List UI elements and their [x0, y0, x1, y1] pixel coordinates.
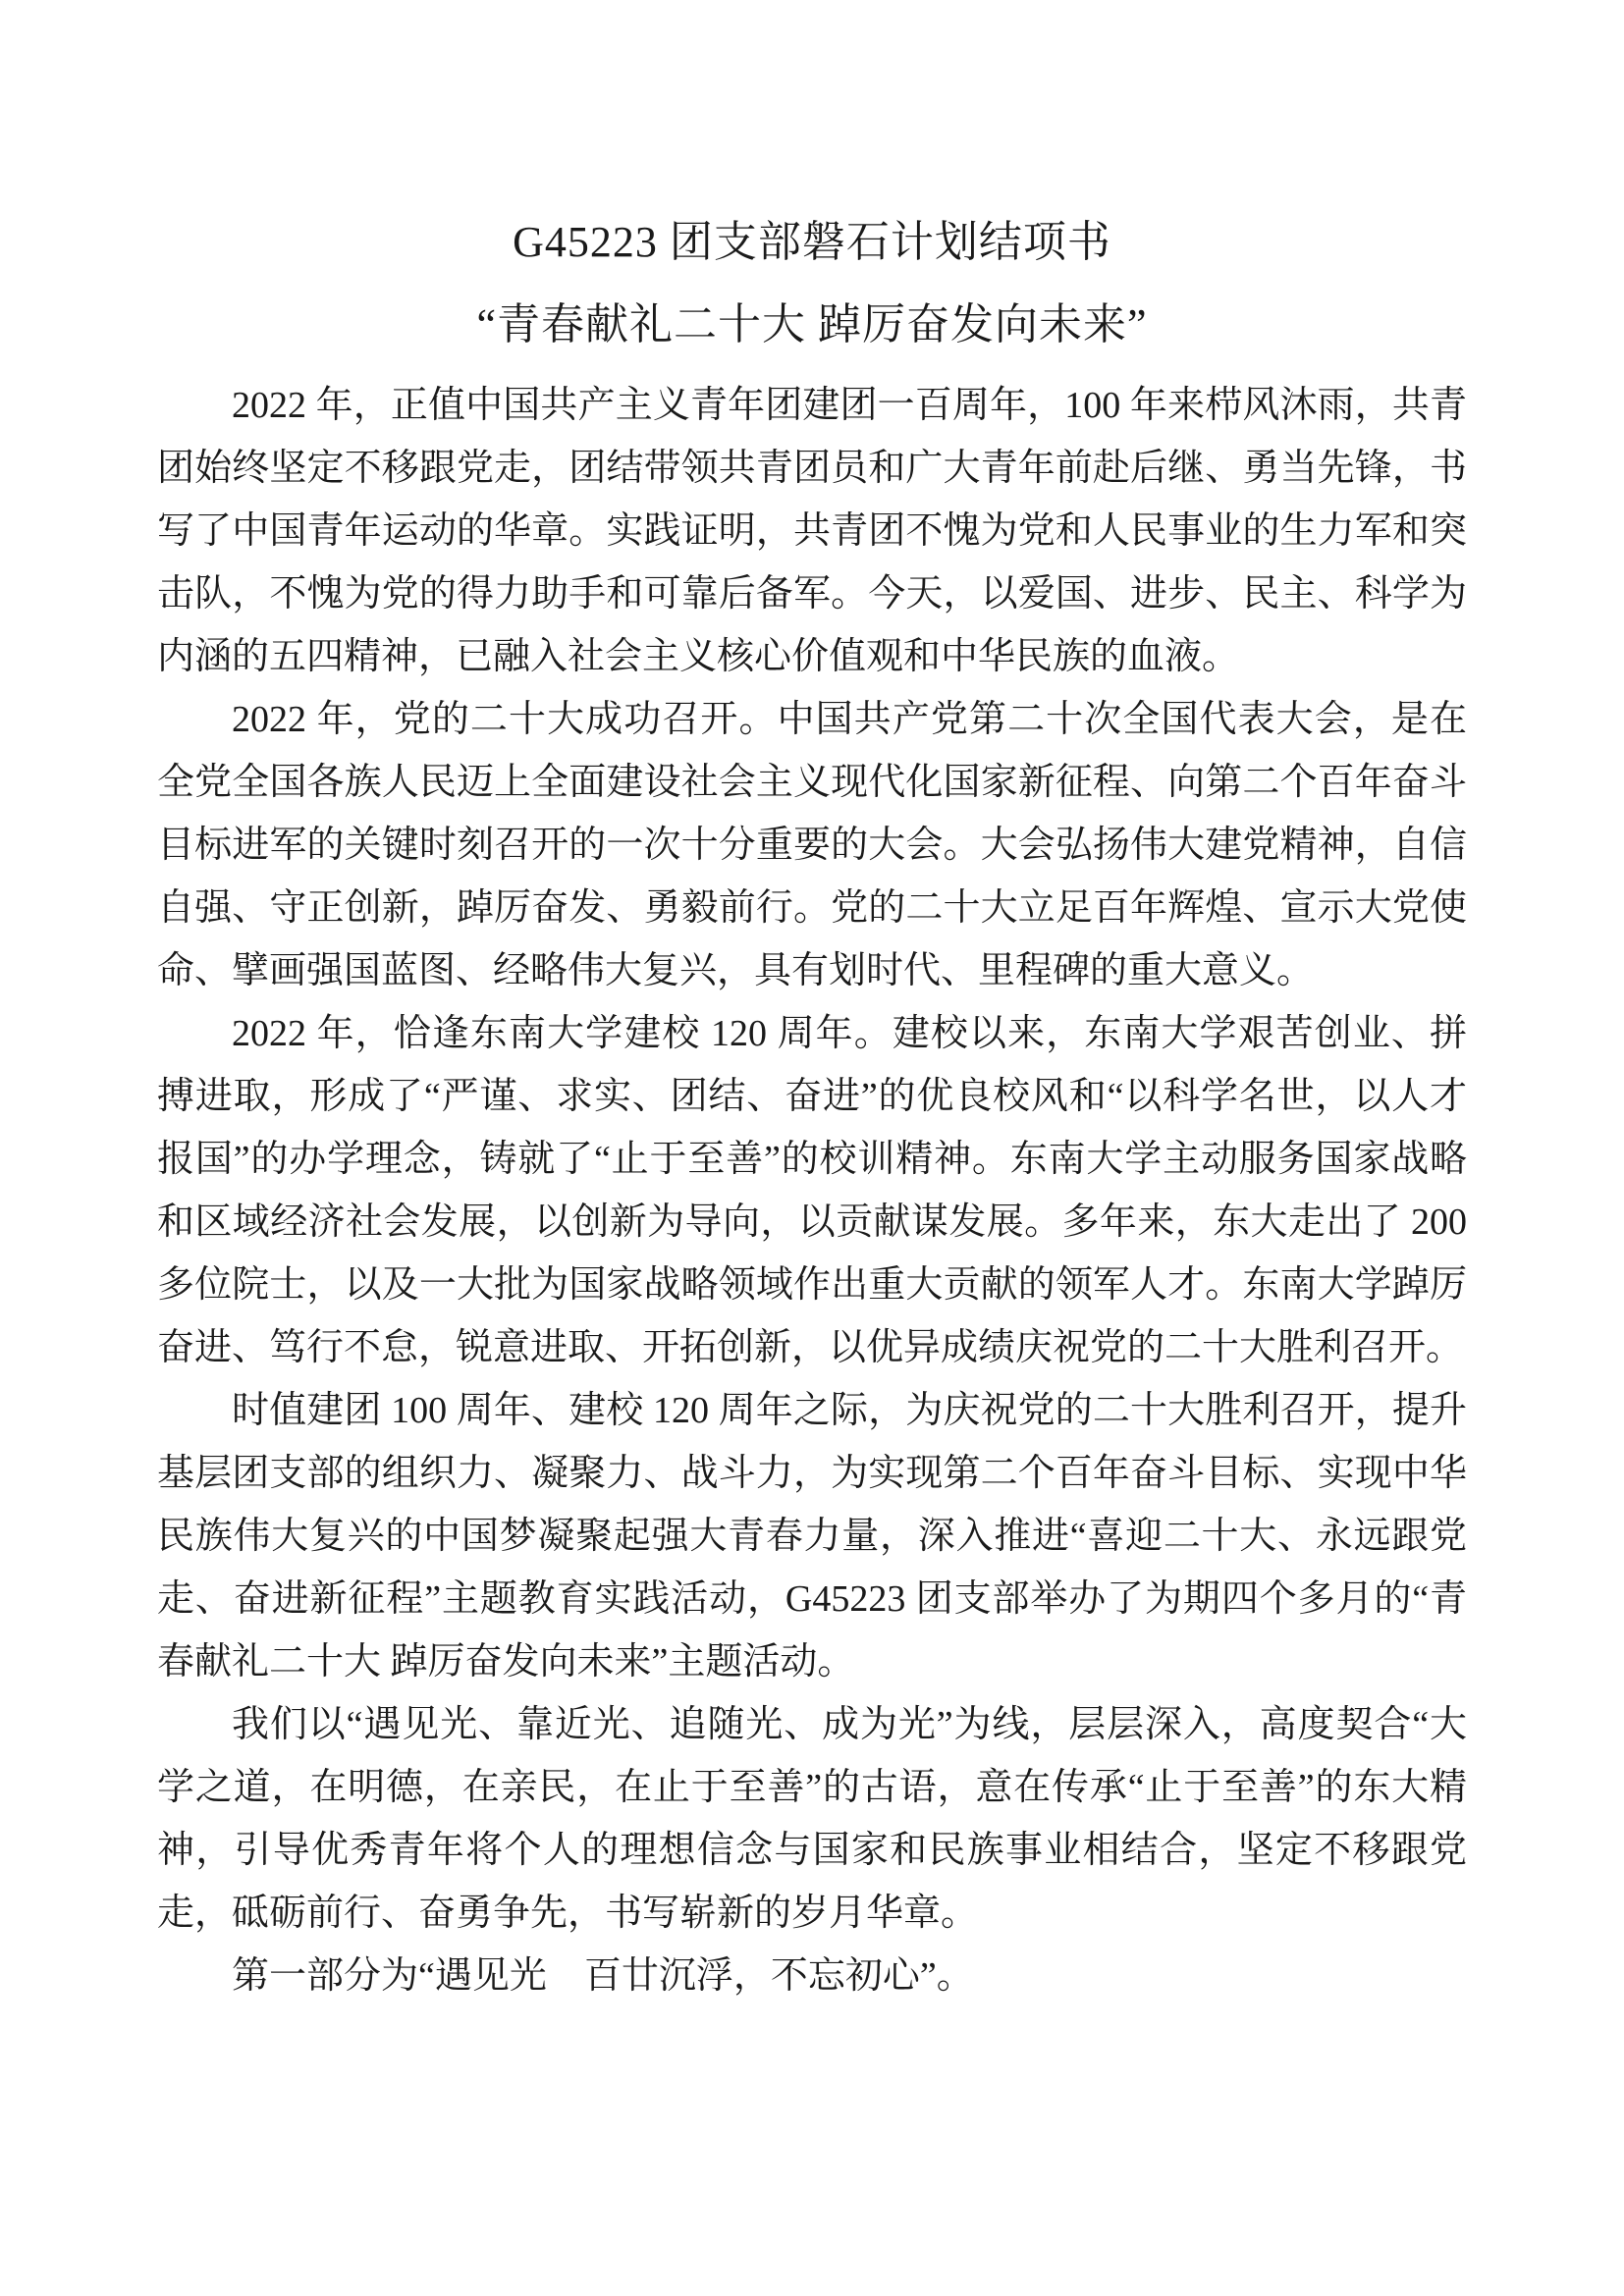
paragraph-4: 时值建团 100 周年、建校 120 周年之际，为庆祝党的二十大胜利召开，提升基层团支部的组织力、凝聚力、战斗力，为实现第二个百年奋斗目标、实现中华民族伟大复兴的中国梦凝聚起强大青春力量，深入推进“喜迎二十大、永远跟党走、奋进新征程”主题教育实践活动，G45223 团支部举办了为期四个多月的“青春献礼二十大 踔厉奋发向未来”主题活动。	[157, 1390, 1467, 1682]
document-body	[157, 374, 1467, 2007]
paragraph-2: 2022 年，党的二十大成功召开。中国共产党第二十次全国代表大会，是在全党全国各族人民迈上全面建设社会主义现代化国家新征程、向第二个百年奋斗目标进军的关键时刻召开的一次十分重要的大会。大会弘扬伟大建党精神，自信自强、守正创新，踔厉奋发、勇毅前行。党的二十大立足百年辉煌、宣示大党使命、擘画强国蓝图、经略伟大复兴，具有划时代、里程碑的重大意义。	[157, 699, 1467, 991]
paragraph-1: 2022 年，正值中国共产主义青年团建团一百周年，100 年来栉风沐雨，共青团始终坚定不移跟党走，团结带领共青团员和广大青年前赴后继、勇当先锋，书写了中国青年运动的华章。实践证明，共青团不愧为党和人民事业的生力军和突击队，不愧为党的得力助手和可靠后备军。今天，以爱国、进步、民主、科学为内涵的五四精神，已融入社会主义核心价值观和中华民族的血液。	[157, 385, 1467, 677]
document-title: G45223 团支部磐石计划结项书	[513, 218, 1111, 266]
paragraph-6: 第一部分为“遇见光 百廿沉浮，不忘初心”。	[232, 1955, 974, 1997]
paragraph-5: 我们以“遇见光、靠近光、追随光、成为光”为线，层层深入，高度契合“大学之道，在明德，在亲民，在止于至善”的古语，意在传承“止于至善”的东大精神，引导优秀青年将个人的理想信念与国家和民族事业相结合，坚定不移跟党走，砥砺前行、奋勇争先，书写崭新的岁月华章。	[157, 1704, 1467, 1934]
document-subtitle: “青春献礼二十大 踔厉奋发向未来”	[476, 300, 1148, 348]
paragraph-3: 2022 年，恰逢东南大学建校 120 周年。建校以来，东南大学艰苦创业、拼搏进取，形成了“严谨、求实、团结、奋进”的优良校风和“以科学名世，以人才报国”的办学理念，铸就了“止于至善”的校训精神。东南大学主动服务国家战略和区域经济社会发展，以创新为导向，以贡献谋发展。多年来，东大走出了 200 多位院士，以及一大批为国家战略领域作出重大贡献的领军人才。东南大学踔厉奋进、笃行不怠，锐意进取、开拓创新，以优异成绩庆祝党的二十大胜利召开。	[157, 1013, 1467, 1368]
